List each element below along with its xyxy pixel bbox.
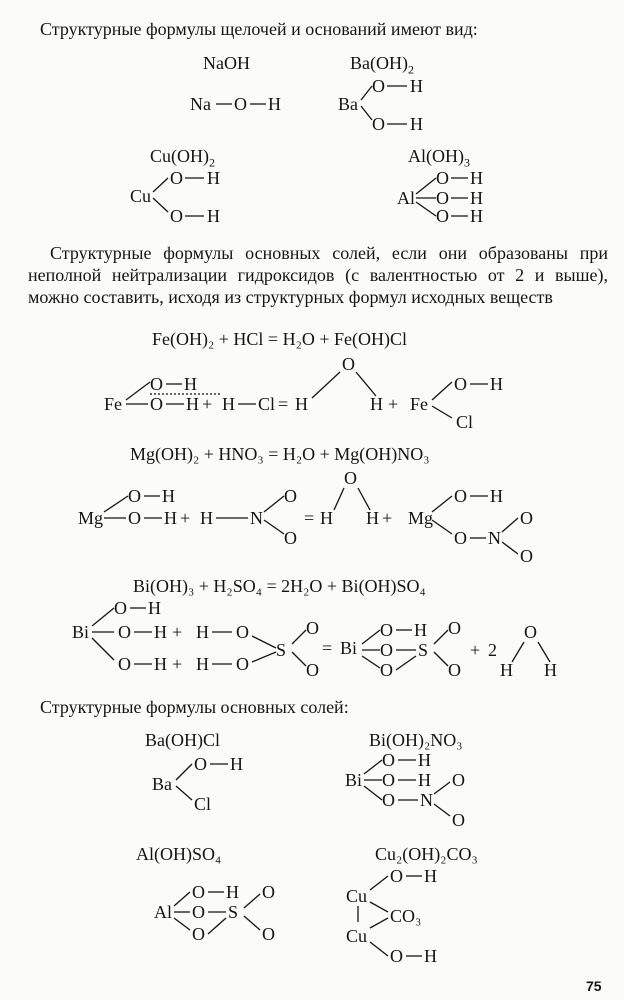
svg-text:H: H xyxy=(470,168,483,188)
svg-text:H: H xyxy=(164,508,177,528)
svg-text:O: O xyxy=(382,750,395,770)
svg-text:O: O xyxy=(306,660,319,680)
svg-text:H: H xyxy=(196,622,209,642)
svg-text:O: O xyxy=(372,114,385,134)
alohso4-structure xyxy=(136,844,275,944)
bioh2no3-structure xyxy=(345,730,465,830)
svg-text:O: O xyxy=(454,528,467,548)
baoh2-title: $Ba(OH)_2$ xyxy=(350,53,414,77)
svg-text:O: O xyxy=(284,528,297,548)
cuoh2-structure xyxy=(130,168,220,226)
svg-text:H: H xyxy=(184,374,197,394)
svg-text:H: H xyxy=(490,486,503,506)
svg-text:O: O xyxy=(390,946,403,966)
svg-text:Bi: Bi xyxy=(72,622,90,642)
svg-text:O: O xyxy=(524,622,537,642)
svg-text:H: H xyxy=(418,750,431,770)
svg-text:O: O xyxy=(382,770,395,790)
baoh2-structure xyxy=(338,76,423,134)
fe-structure xyxy=(104,354,503,432)
mg-structure xyxy=(78,468,533,566)
svg-text:H: H xyxy=(424,866,437,886)
naoh-title: NaOH xyxy=(203,53,250,73)
svg-text:Al: Al xyxy=(154,902,172,922)
basic-salts-caption: Структурные формулы основных солей: xyxy=(40,697,349,717)
svg-text:O: O xyxy=(520,546,533,566)
svg-text:N: N xyxy=(250,508,263,528)
svg-text:N: N xyxy=(488,528,501,548)
svg-text:Al(OH)SO₄: Al(OH)SO₄ xyxy=(136,844,222,864)
svg-text:H: H xyxy=(200,508,213,528)
svg-text:H: H xyxy=(196,654,209,674)
svg-text:H: H xyxy=(500,660,513,680)
svg-text:O: O xyxy=(118,654,131,674)
svg-text:O: O xyxy=(128,486,141,506)
svg-text:+: + xyxy=(180,508,191,528)
svg-text:H: H xyxy=(424,946,437,966)
svg-text:O: O xyxy=(236,622,249,642)
aloh3-structure xyxy=(397,168,483,226)
svg-text:O: O xyxy=(454,486,467,506)
svg-text:O: O xyxy=(192,882,205,902)
svg-text:O: O xyxy=(128,508,141,528)
svg-text:H: H xyxy=(230,754,243,774)
intro-line: Структурные формулы щелочей и оснований имеют вид: xyxy=(40,19,478,39)
cu2oh2co3-structure xyxy=(346,844,478,966)
svg-text:O: O xyxy=(436,168,449,188)
aloh3-title: $Al(OH)_3$ xyxy=(408,146,470,170)
svg-text:O: O xyxy=(380,660,393,680)
svg-text:Cu: Cu xyxy=(130,186,152,206)
svg-text:O: O xyxy=(262,882,275,902)
svg-text:N: N xyxy=(420,790,433,810)
svg-text:O: O xyxy=(170,168,183,188)
svg-text:O: O xyxy=(262,924,275,944)
bi-equation: Bi(OH)₃ + H₂SO₄ = 2H₂O + Bi(OH)SO₄ xyxy=(133,576,426,596)
svg-text:Mg: Mg xyxy=(78,508,104,528)
svg-text:H: H xyxy=(154,654,167,674)
svg-text:Fe: Fe xyxy=(104,394,122,414)
svg-text:O: O xyxy=(454,374,467,394)
svg-text:Cu: Cu xyxy=(346,886,368,906)
svg-text:H: H xyxy=(370,394,383,414)
svg-text:H: H xyxy=(226,882,239,902)
svg-text:H: H xyxy=(544,660,557,680)
svg-text:=: = xyxy=(304,508,315,528)
cuoh2-title: $Cu(OH)_2$ xyxy=(150,146,215,170)
svg-text:Cl: Cl xyxy=(258,394,276,414)
svg-text:O: O xyxy=(150,394,163,414)
svg-text:O: O xyxy=(372,76,385,96)
svg-text:+: + xyxy=(202,394,213,414)
svg-text:O: O xyxy=(448,660,461,680)
svg-text:O: O xyxy=(342,354,355,374)
svg-text:H: H xyxy=(207,168,220,188)
svg-text:O: O xyxy=(390,866,403,886)
svg-text:S: S xyxy=(276,640,287,660)
svg-text:O: O xyxy=(436,188,449,208)
svg-text:H: H xyxy=(154,622,167,642)
svg-text:=: = xyxy=(278,394,289,414)
svg-text:+: + xyxy=(388,394,399,414)
svg-text:O: O xyxy=(192,902,205,922)
svg-text:H: H xyxy=(418,770,431,790)
svg-text:O: O xyxy=(344,468,357,488)
svg-text:H: H xyxy=(148,598,161,618)
svg-text:O: O xyxy=(306,618,319,638)
svg-text:O: O xyxy=(192,924,205,944)
svg-text:O: O xyxy=(114,598,127,618)
svg-text:Bi: Bi xyxy=(340,638,358,658)
svg-text:+: + xyxy=(172,622,183,642)
baohcl-structure xyxy=(145,730,243,814)
svg-text:Al: Al xyxy=(397,188,415,208)
svg-text:O: O xyxy=(436,206,449,226)
svg-text:O: O xyxy=(234,94,247,114)
svg-text:Ba(OH)Cl: Ba(OH)Cl xyxy=(145,730,220,750)
bi-structure xyxy=(72,598,557,680)
fe-equation: Fe(OH)₂ + HCl = H₂O + Fe(OH)Cl xyxy=(152,329,407,349)
svg-text:H: H xyxy=(186,394,199,414)
svg-text:Fe: Fe xyxy=(410,394,428,414)
svg-text:H: H xyxy=(490,374,503,394)
svg-text:H: H xyxy=(470,206,483,226)
svg-text:H: H xyxy=(222,394,235,414)
svg-text:O: O xyxy=(118,622,131,642)
svg-text:O: O xyxy=(170,206,183,226)
svg-text:O: O xyxy=(284,486,297,506)
svg-text:O: O xyxy=(448,618,461,638)
svg-text:Cu: Cu xyxy=(346,926,368,946)
svg-text:O: O xyxy=(452,810,465,830)
svg-text:H: H xyxy=(470,188,483,208)
svg-text:+: + xyxy=(470,640,481,660)
page-number: 75 xyxy=(586,978,602,994)
svg-text:O: O xyxy=(452,770,465,790)
svg-text:H: H xyxy=(207,206,220,226)
svg-text:S: S xyxy=(418,640,429,660)
svg-text:H: H xyxy=(320,508,333,528)
svg-text:H: H xyxy=(268,94,281,114)
basic-salts-paragraph: Структурные формулы основных солей, если они образованы при неполной нейтрализации гидроксидов (с валентностью от 2 и выше), можно составить, исходя из структурных формул исходных веществ xyxy=(28,243,608,307)
svg-text:=: = xyxy=(322,638,333,658)
svg-text:H: H xyxy=(414,620,427,640)
svg-text:Cl: Cl xyxy=(194,794,212,814)
svg-text:H: H xyxy=(295,394,308,414)
svg-text:H: H xyxy=(410,76,423,96)
svg-text:Cl: Cl xyxy=(456,412,474,432)
svg-text:O: O xyxy=(382,790,395,810)
svg-text:Na: Na xyxy=(190,94,211,114)
svg-text:+: + xyxy=(172,654,183,674)
svg-text:Ba: Ba xyxy=(338,94,358,114)
svg-text:O: O xyxy=(380,620,393,640)
svg-text:O: O xyxy=(194,754,207,774)
svg-text:CO₃: CO₃ xyxy=(390,906,422,926)
svg-text:O: O xyxy=(236,654,249,674)
svg-text:Ba: Ba xyxy=(152,774,172,794)
svg-text:O: O xyxy=(150,374,163,394)
naoh-structure xyxy=(190,94,281,114)
svg-text:2: 2 xyxy=(488,640,497,660)
svg-text:H: H xyxy=(162,486,175,506)
svg-text:Bi: Bi xyxy=(345,770,363,790)
svg-text:H: H xyxy=(366,508,379,528)
svg-text:Mg: Mg xyxy=(408,508,434,528)
svg-text:Bi(OH)₂NO₃: Bi(OH)₂NO₃ xyxy=(369,730,463,750)
mg-equation: Mg(OH)₂ + HNO₃ = H₂O + Mg(OH)NO₃ xyxy=(130,444,430,464)
svg-text:S: S xyxy=(228,902,239,922)
svg-text:H: H xyxy=(410,114,423,134)
svg-text:Cu₂(OH)₂CO₃: Cu₂(OH)₂CO₃ xyxy=(375,844,478,864)
svg-text:O: O xyxy=(380,640,393,660)
svg-text:+: + xyxy=(382,508,393,528)
svg-text:O: O xyxy=(520,508,533,528)
